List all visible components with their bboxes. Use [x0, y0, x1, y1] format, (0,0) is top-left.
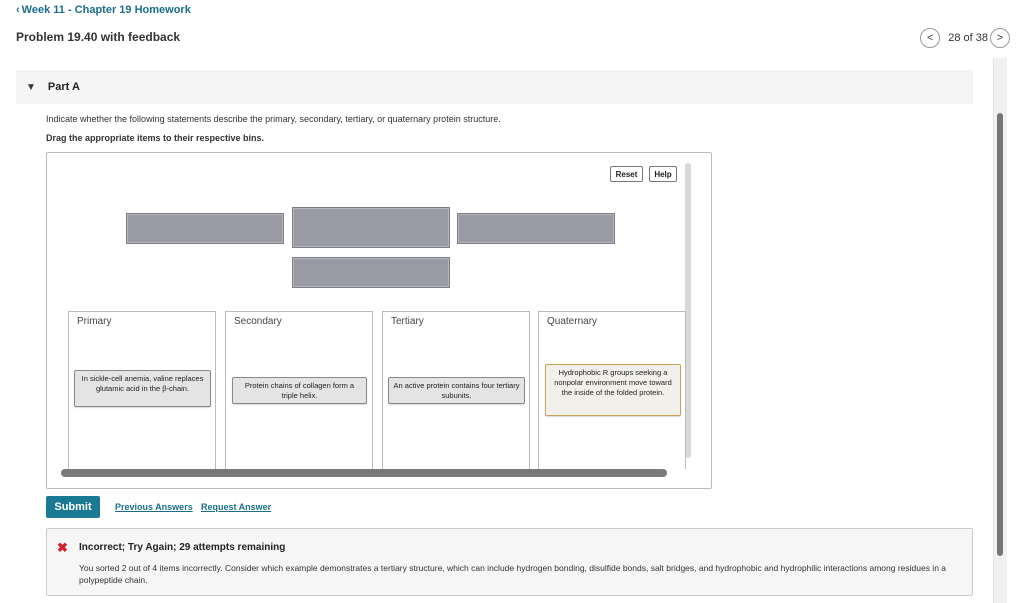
- chevron-right-icon: >: [996, 32, 1004, 44]
- request-answer-link[interactable]: Request Answer: [201, 502, 272, 512]
- draggable-card[interactable]: Protein chains of collagen form a triple helix.: [232, 377, 367, 404]
- bin-quaternary[interactable]: [538, 311, 686, 469]
- empty-source-slot[interactable]: [126, 213, 284, 244]
- bin-title: Secondary: [234, 316, 282, 327]
- submit-button[interactable]: Submit: [46, 496, 100, 518]
- empty-source-slot[interactable]: [292, 207, 450, 248]
- bin-primary[interactable]: [68, 311, 216, 469]
- back-link-label: Week 11 - Chapter 19 Homework: [21, 4, 191, 16]
- chevron-left-icon: <: [927, 32, 934, 44]
- bin-tertiary[interactable]: [382, 311, 530, 469]
- part-a-header[interactable]: [16, 70, 973, 104]
- reset-button[interactable]: Reset: [610, 166, 643, 182]
- chevron-left-icon: ‹: [16, 4, 20, 16]
- question-instructions: Indicate whether the following statements describe the primary, secondary, tertiary, or quaternary protein structure.: [46, 114, 501, 124]
- feedback-body: You sorted 2 out of 4 items incorrectly. Consider which example demonstrates a tertiary structure, which can include hydrogen bonding, disulfide bonds, salt bridges, and hydrophobic and hydrophilic interactions among residues in a polypeptide chain.: [79, 563, 947, 585]
- bin-title: Tertiary: [391, 316, 424, 327]
- drag-drop-panel: [46, 152, 712, 489]
- draggable-card[interactable]: An active protein contains four tertiary subunits.: [388, 377, 525, 404]
- next-problem-button[interactable]: [990, 28, 1010, 48]
- help-button[interactable]: Help: [649, 166, 677, 182]
- feedback-title: Incorrect; Try Again; 29 attempts remaining: [79, 542, 286, 553]
- feedback-box: [46, 528, 973, 596]
- page-count: 28 of 38: [948, 32, 988, 44]
- horizontal-scrollbar-thumb[interactable]: [61, 469, 667, 477]
- page-scrollbar-thumb[interactable]: [997, 113, 1003, 556]
- bin-title: Quaternary: [547, 316, 598, 327]
- previous-problem-button[interactable]: [920, 28, 940, 48]
- error-x-icon: ✖: [57, 540, 68, 555]
- pagination: [920, 28, 988, 48]
- drag-instructions: Drag the appropriate items to their respective bins.: [46, 133, 265, 143]
- draggable-card[interactable]: Hydrophobic R groups seeking a nonpolar environment move toward the inside of the folded protein.: [545, 364, 681, 416]
- back-to-assignment-link[interactable]: [16, 4, 191, 16]
- empty-source-slot[interactable]: [457, 213, 615, 244]
- bin-secondary[interactable]: [225, 311, 373, 469]
- problem-title: Problem 19.40 with feedback: [16, 30, 181, 44]
- collapse-triangle-icon[interactable]: ▼: [26, 81, 36, 93]
- part-label: Part A: [47, 81, 80, 93]
- bin-title: Primary: [77, 316, 112, 327]
- draggable-card[interactable]: In sickle-cell anemia, valine replaces glutamic acid in the β-chain.: [74, 370, 211, 407]
- empty-source-slot[interactable]: [292, 257, 450, 288]
- previous-answers-link[interactable]: Previous Answers: [115, 502, 193, 512]
